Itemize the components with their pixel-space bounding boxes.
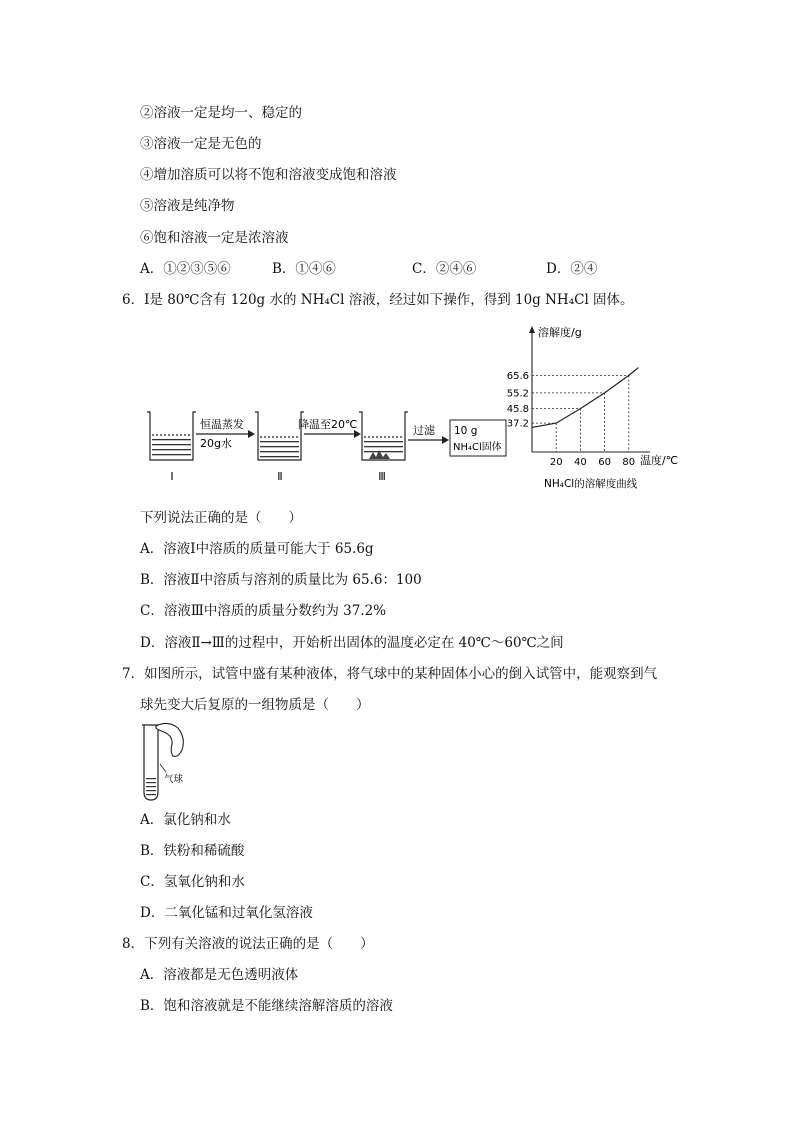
chart-y-tick-label: 37.2 (506, 418, 529, 430)
chart-y-axis-arrow (529, 326, 535, 333)
step1-label-top: 恒温蒸发 (200, 418, 244, 431)
q5-option-a: A．①②③⑤⑥ (140, 261, 231, 277)
q6-option-d: D．溶液Ⅱ→Ⅲ的过程中，开始析出固体的温度必定在 40℃～60℃之间 (140, 635, 564, 651)
q8-option-a: A．溶液都是无色透明液体 (140, 967, 299, 983)
chart-y-ticks (507, 371, 529, 430)
chart-y-tick-label: 45.8 (506, 404, 529, 416)
beaker-3 (359, 412, 408, 460)
q8-stem: 8．下列有关溶液的说法正确的是（ ） (122, 936, 374, 952)
q6-option-c: C．溶液Ⅲ中溶质的质量分数约为 37.2% (140, 603, 387, 619)
result-box-line2: NH₄Cl固体 (453, 442, 502, 453)
q5-option-b: B．①④⑥ (272, 261, 336, 277)
beaker-1 (147, 412, 196, 460)
chart-x-axis-label: 温度/℃ (640, 454, 679, 467)
q6-question: 下列说法正确的是（ ） (140, 510, 302, 526)
beaker-3-label: Ⅲ (378, 470, 386, 483)
q5-statement-5: ⑤溶液是纯净物 (140, 198, 235, 214)
chart-x-tick-label: 20 (549, 457, 563, 468)
beaker-1-liquid (152, 439, 191, 455)
q7-option-d: D．二氧化锰和过氧化氢溶液 (140, 905, 313, 921)
chart-x-tick-label: 40 (574, 457, 587, 468)
balloon-pointer (160, 764, 166, 772)
chart-y-tick-label: 65.6 (506, 370, 529, 382)
step1-label-bottom: 20g水 (200, 437, 232, 450)
beaker-1-label: Ⅰ (170, 470, 174, 483)
q6-option-b: B．溶液Ⅱ中溶质与溶剂的质量比为 65.6：100 (140, 572, 422, 588)
q5-statement-3: ③溶液一定是无色的 (140, 136, 262, 152)
q7-option-b: B．铁粉和稀硫酸 (140, 843, 245, 859)
q6-stem: 6．Ⅰ是 80℃含有 120g 水的 NH₄Cl 溶液，经过如下操作，得到 10g NH₄Cl 固体。 (122, 292, 634, 308)
balloon-label: 气球 (164, 774, 184, 785)
chart-x-tick-label: 60 (598, 457, 611, 468)
result-box-line1: 10 g (454, 425, 478, 437)
q7-stem-line2: 球先变大后复原的一组物质是（ ） (140, 697, 370, 713)
q7-option-a: A．氯化钠和水 (140, 812, 231, 828)
beaker-2-liquid (260, 441, 299, 457)
chart-axes (529, 326, 650, 452)
q7-stem-line1: 7．如图所示，试管中盛有某种液体，将气球中的某种固体小心的倒入试管中，能观察到气 (122, 666, 658, 682)
q5-option-c: C．②④⑥ (412, 261, 477, 277)
q8-option-b: B．饱和溶液就是不能继续溶解溶质的溶液 (140, 998, 393, 1014)
arrow-2-head (354, 430, 361, 438)
chart-x-ticks (550, 457, 635, 468)
test-tube-icon (144, 725, 158, 800)
balloon-icon (156, 723, 183, 756)
test-tube-liquid (146, 778, 156, 795)
test-tube-figure (138, 722, 198, 804)
chart-y-axis-label: 溶解度/g (538, 326, 582, 339)
beaker-2 (255, 412, 304, 460)
chart-y-tick-label: 55.2 (506, 388, 529, 400)
step2-label: 降温至20℃ (298, 418, 358, 431)
beaker-2-label: Ⅱ (277, 470, 283, 483)
q6-flow-diagram (140, 400, 520, 490)
solubility-chart (500, 320, 690, 495)
arrow-3-head (442, 436, 449, 444)
q5-statement-4: ④增加溶质可以将不饱和溶液变成饱和溶液 (140, 167, 397, 183)
q5-option-d: D．②④ (546, 261, 598, 277)
q5-statement-2: ②溶液一定是均一、稳定的 (140, 105, 302, 121)
beaker-3-liquid (364, 441, 403, 452)
q7-option-c: C．氢氧化钠和水 (140, 874, 245, 890)
chart-title: NH₄Cl的溶解度曲线 (544, 478, 638, 490)
step3-label: 过滤 (413, 424, 435, 437)
q6-option-a: A．溶液Ⅰ中溶质的质量可能大于 65.6g (140, 541, 374, 557)
q5-statement-6: ⑥饱和溶液一定是浓溶液 (140, 230, 289, 246)
chart-guide-lines (532, 375, 629, 452)
arrow-1-head (248, 430, 255, 438)
chart-x-tick-label: 80 (622, 457, 636, 468)
solubility-curve (532, 368, 638, 428)
